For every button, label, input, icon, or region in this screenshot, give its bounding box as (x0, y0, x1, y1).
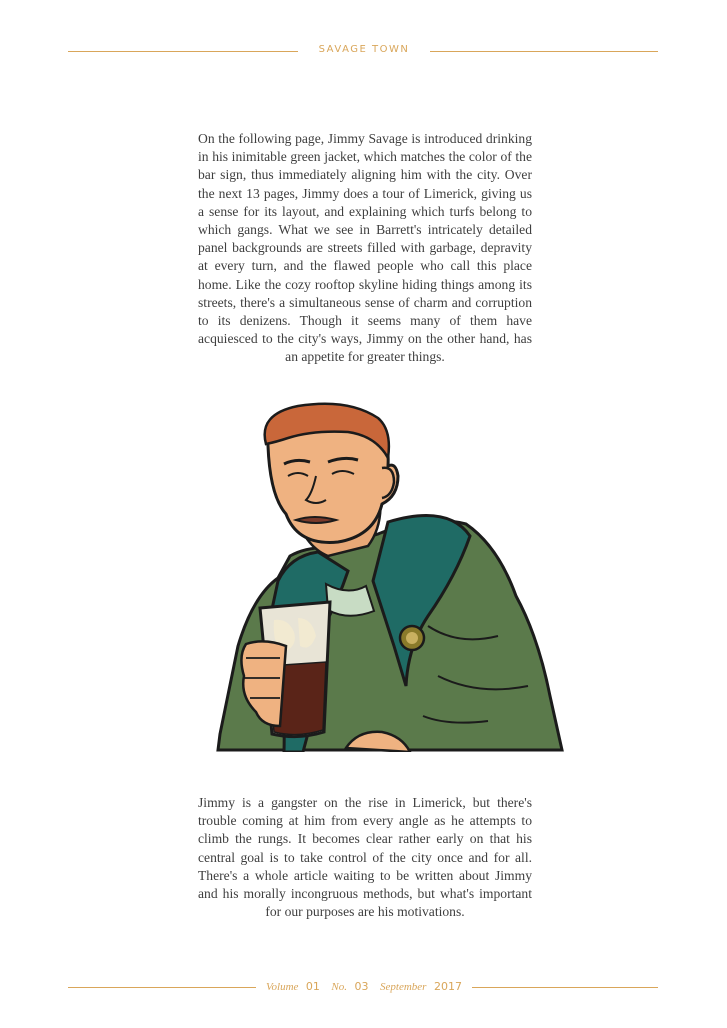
body-paragraph-1: On the following page, Jimmy Savage is introduced drinking in his inimitable green jacket, which matches the color of the bar sign, thus immediately aligning him with the city. Over the next 13 pages, Jimmy does a tour of Limerick, giving us a sense for its layout, and explaining which turfs belong to which gangs. What we see in Barrett's intricately detailed panel backgrounds are streets filled with garbage, depravity at every turn, and the flawed people who call this place home. Like the cozy rooftop skyline hiding things among its streets, there's a simultaneous sense of charm and corruption to its denizens. Though it seems many of them have acquiesced to the city's ways, Jimmy on the other hand, has an appetite for greater things. (198, 131, 532, 365)
issue-info (258, 980, 470, 993)
body-paragraph-2: Jimmy is a gangster on the rise in Limerick, but there's trouble coming at him from every angle as he attempts to climb the rungs. It becomes clear rather early on that his central goal is to take control of the city once and for all. There's a whole article waiting to be written about Jimmy and his morally incongruous methods, but what's important for our purposes are his motivations. (198, 795, 532, 920)
issue-number: 03 (354, 980, 369, 993)
running-header: SAVAGE TOWN (318, 44, 410, 55)
jimmy-savage-illustration (198, 396, 566, 752)
volume-number: 01 (305, 980, 320, 993)
volume-label: Volume (266, 981, 299, 993)
footer-rule-left (68, 987, 256, 988)
header-rule-right (430, 51, 658, 52)
issue-label: No. (331, 981, 348, 993)
header-rule-left (68, 51, 298, 52)
month-label: September (380, 981, 427, 993)
footer-rule-right (472, 987, 658, 988)
year-number: 2017 (433, 980, 462, 993)
